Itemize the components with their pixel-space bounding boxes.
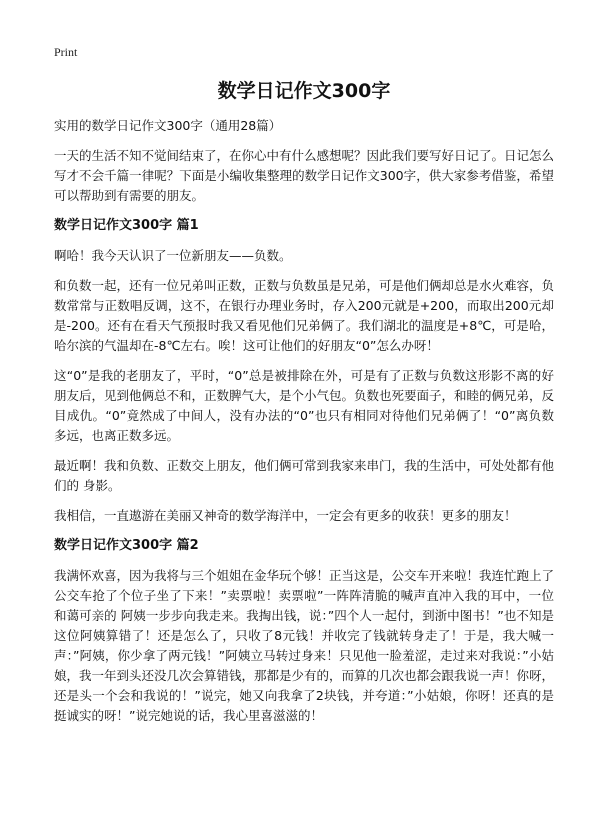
section-paragraph: 我满怀欢喜，因为我将与三个姐姐在金华玩个够！正当这是，公交车开来啦！我连忙跑上了公交车抢了个位子坐了下来！”卖票啦！卖票啦”一阵阵清脆的喊声直冲入我的耳中，一位和蔼可亲的 阿姨一步步向我走来。我掏出钱，说：”四个人一起付，到浙中图书！”也不知是这位阿姨算错了！还是怎么了，只收了8元钱！并收完了钱就转身走了！于是，我大喊一声：”阿姨，你少拿了两元钱！”阿姨立马转过身来！只见他一脸羞涩，走过来对我说：”小姑娘，我一年到头还没几次会算错钱，那都是少有的，而算的几次也都会跟我说一声！你呀，还是头一个会和我说的！”说完，她又向我拿了2块钱，并夸道：”小姑娘，你呀！还真的是挺诚实的呀！”说完她说的话，我心里喜滋滋的！ xyxy=(54,568,555,723)
document-title: 数学日记作文300字 xyxy=(217,80,391,102)
section-heading: 数学日记作文300字 篇2 xyxy=(54,538,199,553)
section-paragraph: 这“0”是我的老朋友了，平时，“0”总是被排除在外，可是有了正数与负数这形影不离的好朋友后，见到他俩总不和，正数脾气大，是个小气包。负数也死要面子，和睦的俩兄弟，反目成仇。“0”竟然成了中间人，没有办法的“0”也只有相同对待他们兄弟俩了！“0”离负数多远，也离正数多远。 xyxy=(54,368,555,443)
intro-paragraph: 一天的生活不知不觉间结束了，在你心中有什么感想呢？因此我们要写好日记了。日记怎么写才不会千篇一律呢？下面是小编收集整理的数学日记作文300字，供大家参考借鉴，希望可以帮助到有需要的朋友。 xyxy=(54,148,555,203)
section-paragraph: 和负数一起，还有一位兄弟叫正数，正数与负数虽是兄弟，可是他们俩却总是水火难容，负数常常与正数唱反调，这不，在银行办理业务时，存入200元就是+200，而取出200元却是-200。还有在看天气预报时我又看见他们兄弟俩了。我们湖北的温度是+8℃，可是哈，哈尔滨的气温却在-8℃左右。唉！这可让他们的好朋友“0”怎么办呀！ xyxy=(54,278,555,353)
document-subtitle: 实用的数学日记作文300字（通用28篇） xyxy=(54,118,282,133)
print-label: Print xyxy=(54,45,78,59)
section-paragraph: 啊哈！我今天认识了一位新朋友——负数。 xyxy=(54,248,292,263)
section-heading: 数学日记作文300字 篇1 xyxy=(54,218,199,233)
section-paragraph: 我相信，一直遨游在美丽又神奇的数学海洋中，一定会有更多的收获！更多的朋友！ xyxy=(54,508,517,523)
section-paragraph: 最近啊！我和负数、正数交上朋友，他们俩可常到我家来串门，我的生活中，可处处都有他们的 身影。 xyxy=(54,458,555,493)
